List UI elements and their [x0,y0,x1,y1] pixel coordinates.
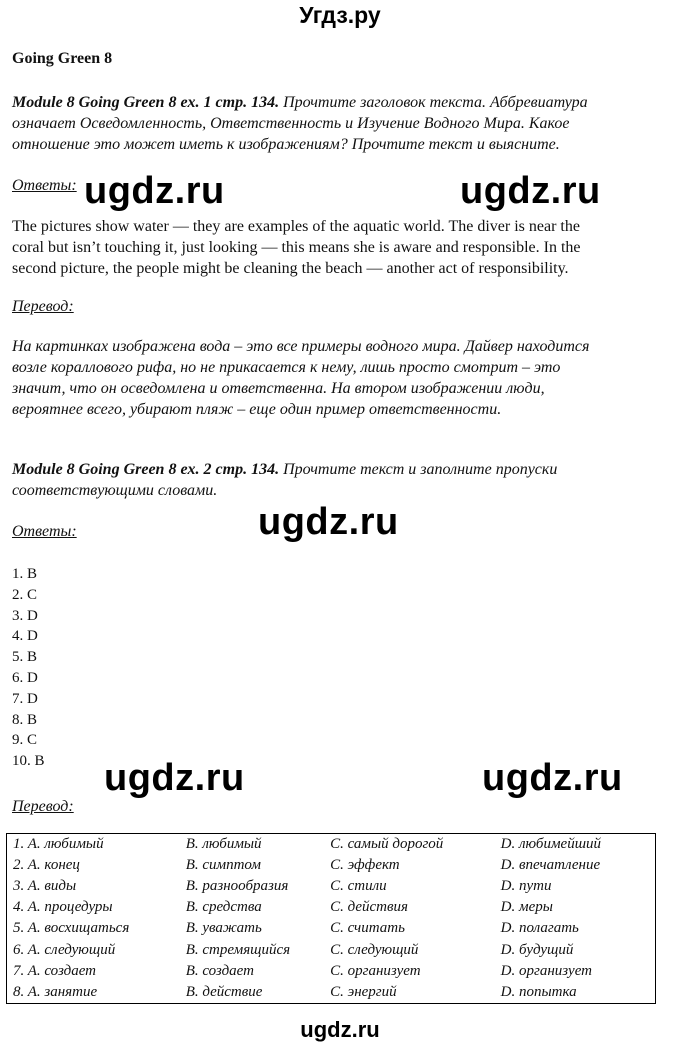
table-cell: D. организует [500,962,592,979]
table-cell: C. действия [330,899,409,916]
watermark: ugdz.ru [84,170,225,212]
ex2-answer-list [12,564,672,772]
ex1-translation-line: На картинках изображена вода – это все примеры водного мира. Дайвер находится [12,338,590,355]
table-row [7,834,656,856]
table-cell: 5. A. восхищаться [13,920,130,937]
ex1-answer-line: coral but isn’t touching it, just looking — this means she is aware and responsible. In the [12,239,581,256]
table-cell: B. действие [185,983,263,1000]
table-cell: D. меры [500,899,553,916]
ex1-task-line: означает Осведомленность, Ответственность и Изучение Водного Мира. Какое [12,115,570,132]
table-cell: D. будущий [500,941,574,958]
table-cell: B. средства [185,899,262,916]
table-row [7,855,656,876]
section-heading: Going Green 8 [12,50,113,67]
table-cell: C. следующий [330,941,419,958]
ex1-task-line: отношение это может иметь к изображениям? Прочтите текст и выясните. [12,136,560,153]
ex2-task-line: Прочтите текст и заполните пропуски [279,461,558,478]
table-cell: C. организует [330,962,421,979]
ex1-task-line: Прочтите заголовок текста. Аббревиатура [279,94,588,111]
watermark: ugdz.ru [258,501,399,543]
ex2-reference: Module 8 Going Green 8 ex. 2 стр. 134. [12,461,280,478]
table-cell: B. создает [185,962,254,979]
watermark: ugdz.ru [104,757,245,799]
table-cell: 8. A. занятие [13,983,98,1000]
table-cell: B. любимый [185,836,262,853]
ex1-translation-text [12,336,672,420]
table-row [7,961,656,982]
table-cell: D. полагать [500,920,579,937]
table-cell: B. уважать [185,920,262,937]
table-row [7,897,656,918]
list-item: 9. C [12,732,38,749]
table-cell: 6. A. следующий [13,941,116,958]
list-item: 8. B [12,711,38,728]
ex2-task [12,459,672,501]
ex1-answer-line: The pictures show water — they are examples of the aquatic world. The diver is near the [12,218,580,235]
table-cell: D. впечатление [500,857,601,874]
table-cell: C. эффект [330,857,400,874]
table-cell: B. симптом [185,857,261,874]
table-cell: 7. A. создает [13,962,97,979]
table-row [7,982,656,1004]
table-row [7,918,656,939]
watermark: ugdz.ru [482,757,623,799]
translation-table [6,833,656,1004]
site-title[interactable]: Угдз.ру [299,2,381,28]
watermark: ugdz.ru [460,170,601,212]
list-item: 5. B [12,649,38,666]
ex1-answers-label: Ответы: [12,177,77,194]
ex1-answer-line: second picture, the people might be cleaning the beach — another act of responsibility. [12,260,569,277]
ex1-translation-label: Перевод: [12,298,74,315]
ex1-translation-line: вероятнее всего, убирают пляж – еще один пример ответственности. [12,401,502,418]
table-cell: D. попытка [500,983,577,1000]
table-cell: B. стремящийся [185,941,291,958]
ex2-answers-label: Ответы: [12,523,77,540]
list-item: 6. D [12,669,38,686]
table-cell: D. любимейший [500,836,602,853]
list-item: 2. C [12,586,38,603]
table-cell: C. самый дорогой [330,836,444,853]
ex1-answer-text [12,216,672,279]
table-cell: 4. A. процедуры [13,899,113,916]
table-cell: 1. A. любимый [13,836,104,853]
table-cell: 3. A. виды [13,878,77,895]
list-item: 10. B [12,753,45,770]
ex2-task-line: соответствующими словами. [12,482,218,499]
table-cell: B. разнообразия [185,878,289,895]
list-item: 4. D [12,628,38,645]
list-item: 7. D [12,690,38,707]
ex1-reference: Module 8 Going Green 8 ex. 1 стр. 134. [12,94,280,111]
list-item: 1. B [12,566,38,582]
ex1-translation-line: значит, что он осведомлена и ответственна. На втором изображении люди, [12,380,545,397]
table-cell: D. пути [500,878,552,895]
table-cell: C. считать [330,920,405,937]
table-cell: C. стили [330,878,387,895]
table-cell: 2. A. конец [13,857,80,874]
table-row [7,939,656,960]
list-item: 3. D [12,607,38,624]
table-cell: C. энергий [330,983,397,1000]
ex2-translation-label: Перевод: [12,798,74,815]
ex1-translation-line: возле кораллового рифа, но не прикасается к нему, лишь просто смотрит – это [12,359,561,376]
site-footer[interactable]: ugdz.ru [300,1017,380,1042]
table-row [7,876,656,897]
ex1-task [12,92,672,155]
